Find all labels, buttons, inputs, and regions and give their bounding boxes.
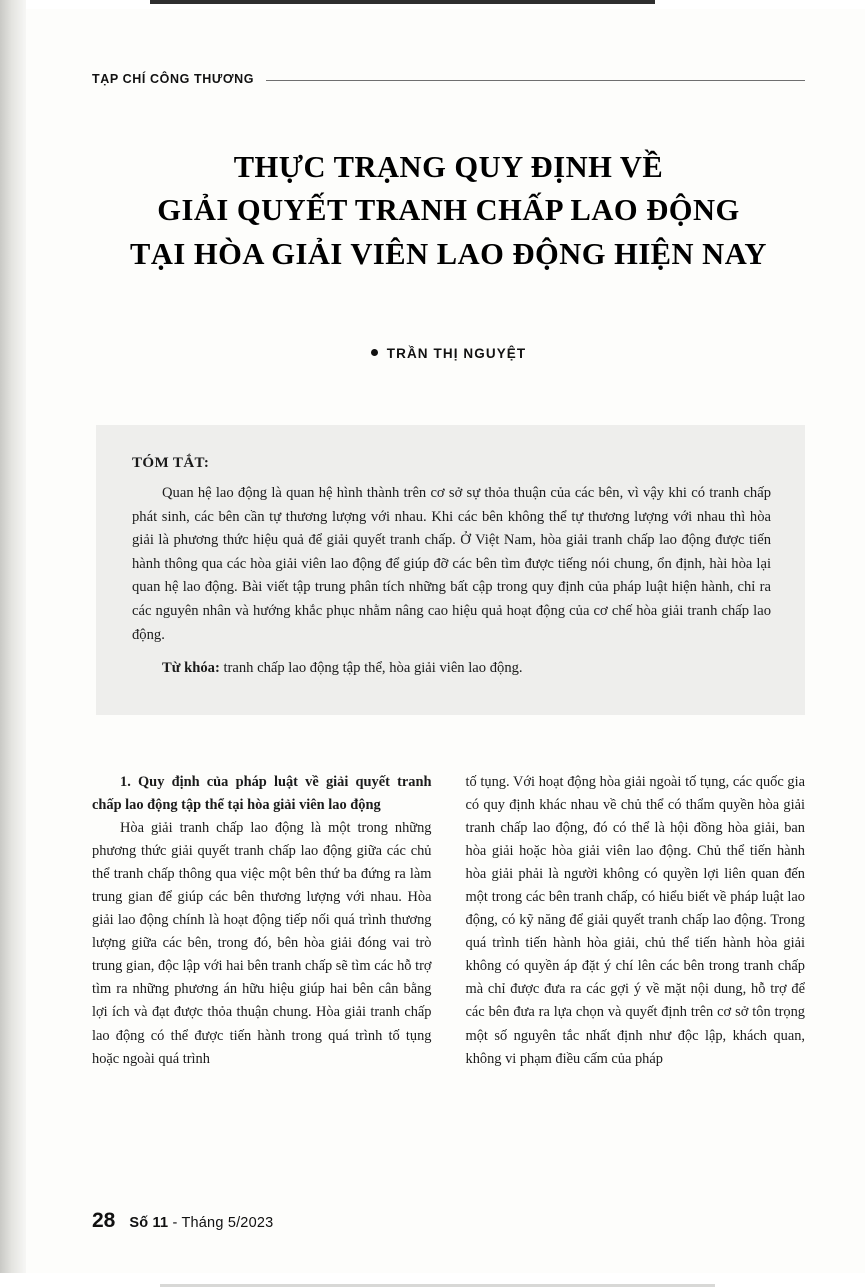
title-line-1: THỰC TRẠNG QUY ĐỊNH VỀ bbox=[233, 150, 664, 184]
keywords-text: tranh chấp lao động tập thể, hòa giải viên lao động. bbox=[219, 660, 523, 677]
running-head-text: TẠP CHÍ CÔNG THƯƠNG bbox=[92, 72, 255, 86]
page-number: 28 bbox=[92, 1209, 116, 1232]
running-head-rule bbox=[266, 80, 805, 81]
scan-artifact-top bbox=[0, 0, 865, 9]
keywords-line bbox=[132, 657, 771, 681]
abstract-label: TÓM TẮT: bbox=[132, 454, 210, 471]
issue-info bbox=[129, 1215, 273, 1231]
author-byline bbox=[92, 346, 805, 361]
body-column-right bbox=[466, 771, 806, 1071]
body-columns bbox=[92, 771, 805, 1071]
page-title bbox=[92, 146, 805, 276]
page-footer bbox=[92, 1209, 273, 1233]
body-column-left bbox=[92, 771, 432, 1071]
abstract-box bbox=[96, 425, 805, 715]
paragraph: Hòa giải tranh chấp lao động là một trong những phương thức giải quyết tranh chấp lao động giữa các chủ thể tranh chấp thông qua việc một bên thứ ba đứng ra làm trung gian để giúp các bên thương lượng với nhau. Hòa giải lao động chính là hoạt động tiếp nối quá trình thương lượng giữa các bên, trong đó, bên hòa giải đóng vai trò trung gian, độc lập với hai bên tranh chấp sẽ tìm các hỗ trợ tìm ra những phương án hữu hiệu giúp hai bên cân bằng lợi ích và đạt được thỏa thuận chung. Hòa giải tranh chấp lao động có thể được tiến hành trong quá trình tố tụng hoặc ngoài quá trình bbox=[92, 820, 432, 1067]
scan-artifact-bottom bbox=[0, 1273, 865, 1287]
issue-number: Số 11 bbox=[129, 1215, 169, 1231]
paragraph: tố tụng. Với hoạt động hòa giải ngoài tố tụng, các quốc gia có quy định khác nhau về chủ thể có thẩm quyền hòa giải tranh chấp lao động, đó có thể là hội đồng hòa giải, ban hòa giải hoặc hòa giải viên lao động. Chủ thể tiến hành hòa giải phải là người không có quyền lợi liên quan đến một trong các bên tranh chấp, có hiểu biết về pháp luật lao động, có kỹ năng để giải quyết tranh chấp lao động. Trong quá trình tiến hành hòa giải, chủ thể tiến hành hòa giải không có quyền áp đặt ý chí lên các bên trong tranh chấp mà chỉ được đưa ra các gợi ý về mặt nội dung, hỗ trợ để các bên đưa ra lựa chọn và quyết định trên cơ sở tôn trọng một số nguyên tắc nhất định như độc lập, khách quan, không vi phạm điều cấm của pháp bbox=[465, 774, 805, 1067]
bullet-icon bbox=[371, 349, 378, 356]
abstract-text: Quan hệ lao động là quan hệ hình thành trên cơ sở sự thỏa thuận của các bên, vì vậy khi có tranh chấp phát sinh, các bên cần tự thương lượng với nhau. Khi các bên không thể tự thương lượng với nhau thì hòa giải là phương thức hiệu quả để giải quyết tranh chấp. Ở Việt Nam, hòa giải tranh chấp lao động được tiến hành thông qua các hòa giải viên lao động để giúp đỡ các bên tìm được tiếng nói chung, ổn định, hài hòa lại quan hệ lao động. Bài viết tập trung phân tích những bất cập trong quy định của pháp luật hiện hành, chỉ ra các nguyên nhân và hướng khắc phục nhằm nâng cao hiệu quả hoạt động của cơ chế hòa giải tranh chấp lao động. bbox=[132, 484, 771, 643]
title-line-3: TẠI HÒA GIẢI VIÊN LAO ĐỘNG HIỆN NAY bbox=[130, 236, 767, 271]
running-head bbox=[92, 72, 805, 86]
author-name: TRẦN THỊ NGUYỆT bbox=[386, 345, 527, 361]
scan-artifact-left bbox=[0, 0, 26, 1287]
issue-date: - Tháng 5/2023 bbox=[168, 1215, 274, 1231]
section-heading: 1. Quy định của pháp luật về giải quyết tranh chấp lao động tập thể tại hòa giải viên lao động bbox=[92, 774, 432, 814]
keywords-label: Từ khóa: bbox=[162, 660, 220, 677]
page-content bbox=[92, 60, 805, 1247]
title-line-2: GIẢI QUYẾT TRANH CHẤP LAO ĐỘNG bbox=[157, 193, 740, 228]
